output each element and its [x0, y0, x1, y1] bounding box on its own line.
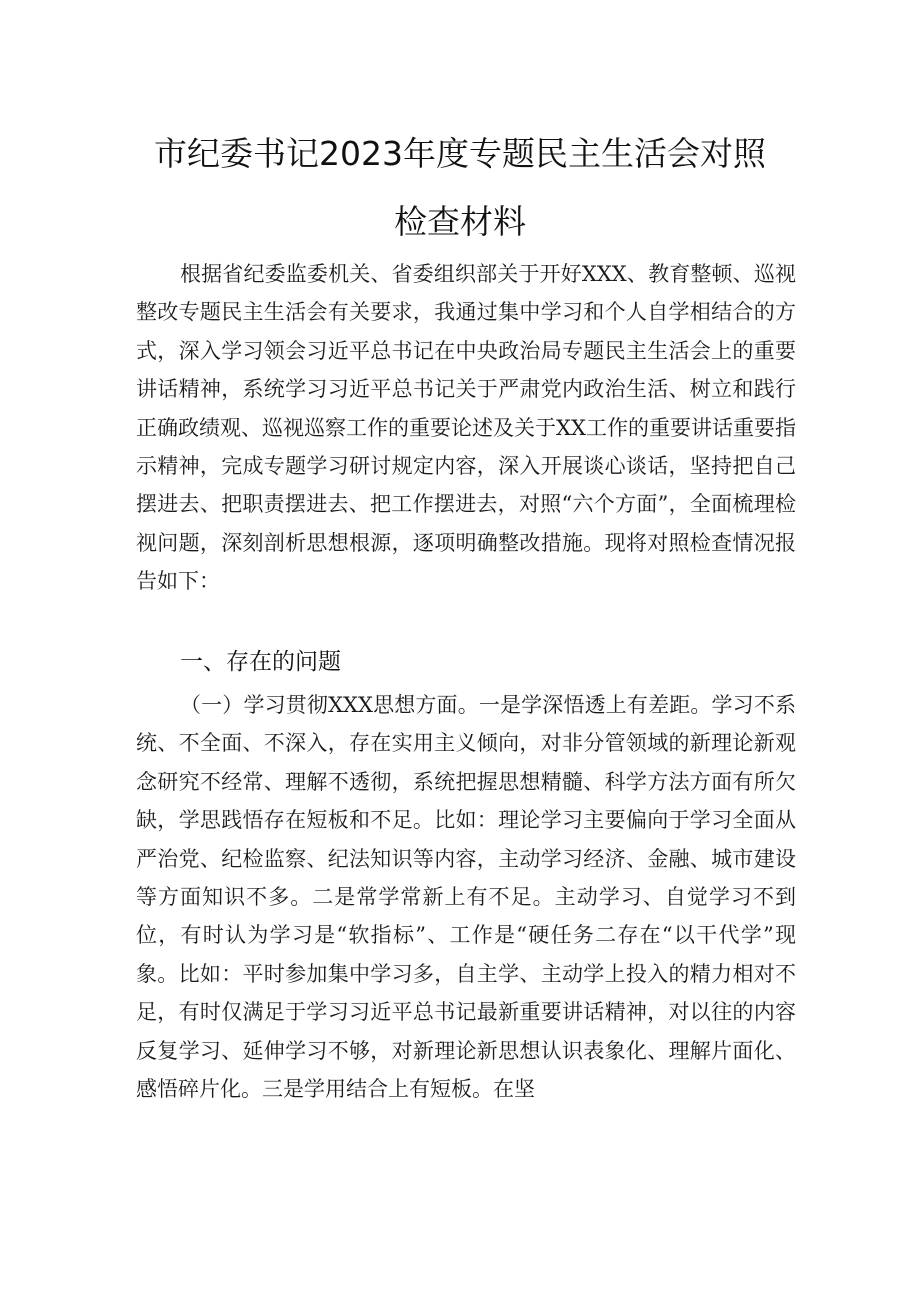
section-heading: 一、存在的问题 [180, 649, 341, 675]
intro-paragraph: 根据省纪委监委机关、省委组织部关于开好XXX、教育整顿、巡视整改专题民主生活会有关要求，我通过集中学习和个人自学相结合的方式，深入学习领会习近平总书记在中央政治局专题民主生活会上的重要讲话精神，系统学习习近平总书记关于严肃党内政治生活、树立和践行正确政绩观、巡视巡察工作的重要论述及关于XX工作的重要讲话重要指示精神，完成专题学习研讨规定内容，深入开展谈心谈话，坚持把自己摆进去、把职责摆进去、把工作摆进去，对照“六个方面”，全面梳理检视问题，深刻剖析思想根源，逐项明确整改措施。现将对照检查情况报告如下： [136, 262, 796, 594]
document-title-line-2: 检查材料 [394, 202, 526, 241]
document-title-line-1: 市纪委书记2023年度专题民主生活会对照 [154, 134, 766, 173]
section-paragraph: （一）学习贯彻XXX思想方面。一是学深悟透上有差距。学习不系统、不全面、不深入，存在实用主义倾向，对非分管领域的新理论新观念研究不经常、理解不透彻，系统把握思想精髓、科学方法方面有所欠缺，学思践悟存在短板和不足。比如：理论学习主要偏向于学习全面从严治党、纪检监察、纪法知识等内容，主动学习经济、金融、城市建设等方面知识不多。二是常学常新上有不足。主动学习、自觉学习不到位，有时认为学习是“软指标”、工作是“硬任务二存在“以干代学”现象。比如：平时参加集中学习多，自主学、主动学上投入的精力相对不足，有时仅满足于学习习近平总书记最新重要讲话精神，对以往的内容反复学习、延伸学习不够，对新理论新思想认识表象化、理解片面化、感悟碎片化。三是学用结合上有短板。在坚 [136, 693, 796, 1102]
